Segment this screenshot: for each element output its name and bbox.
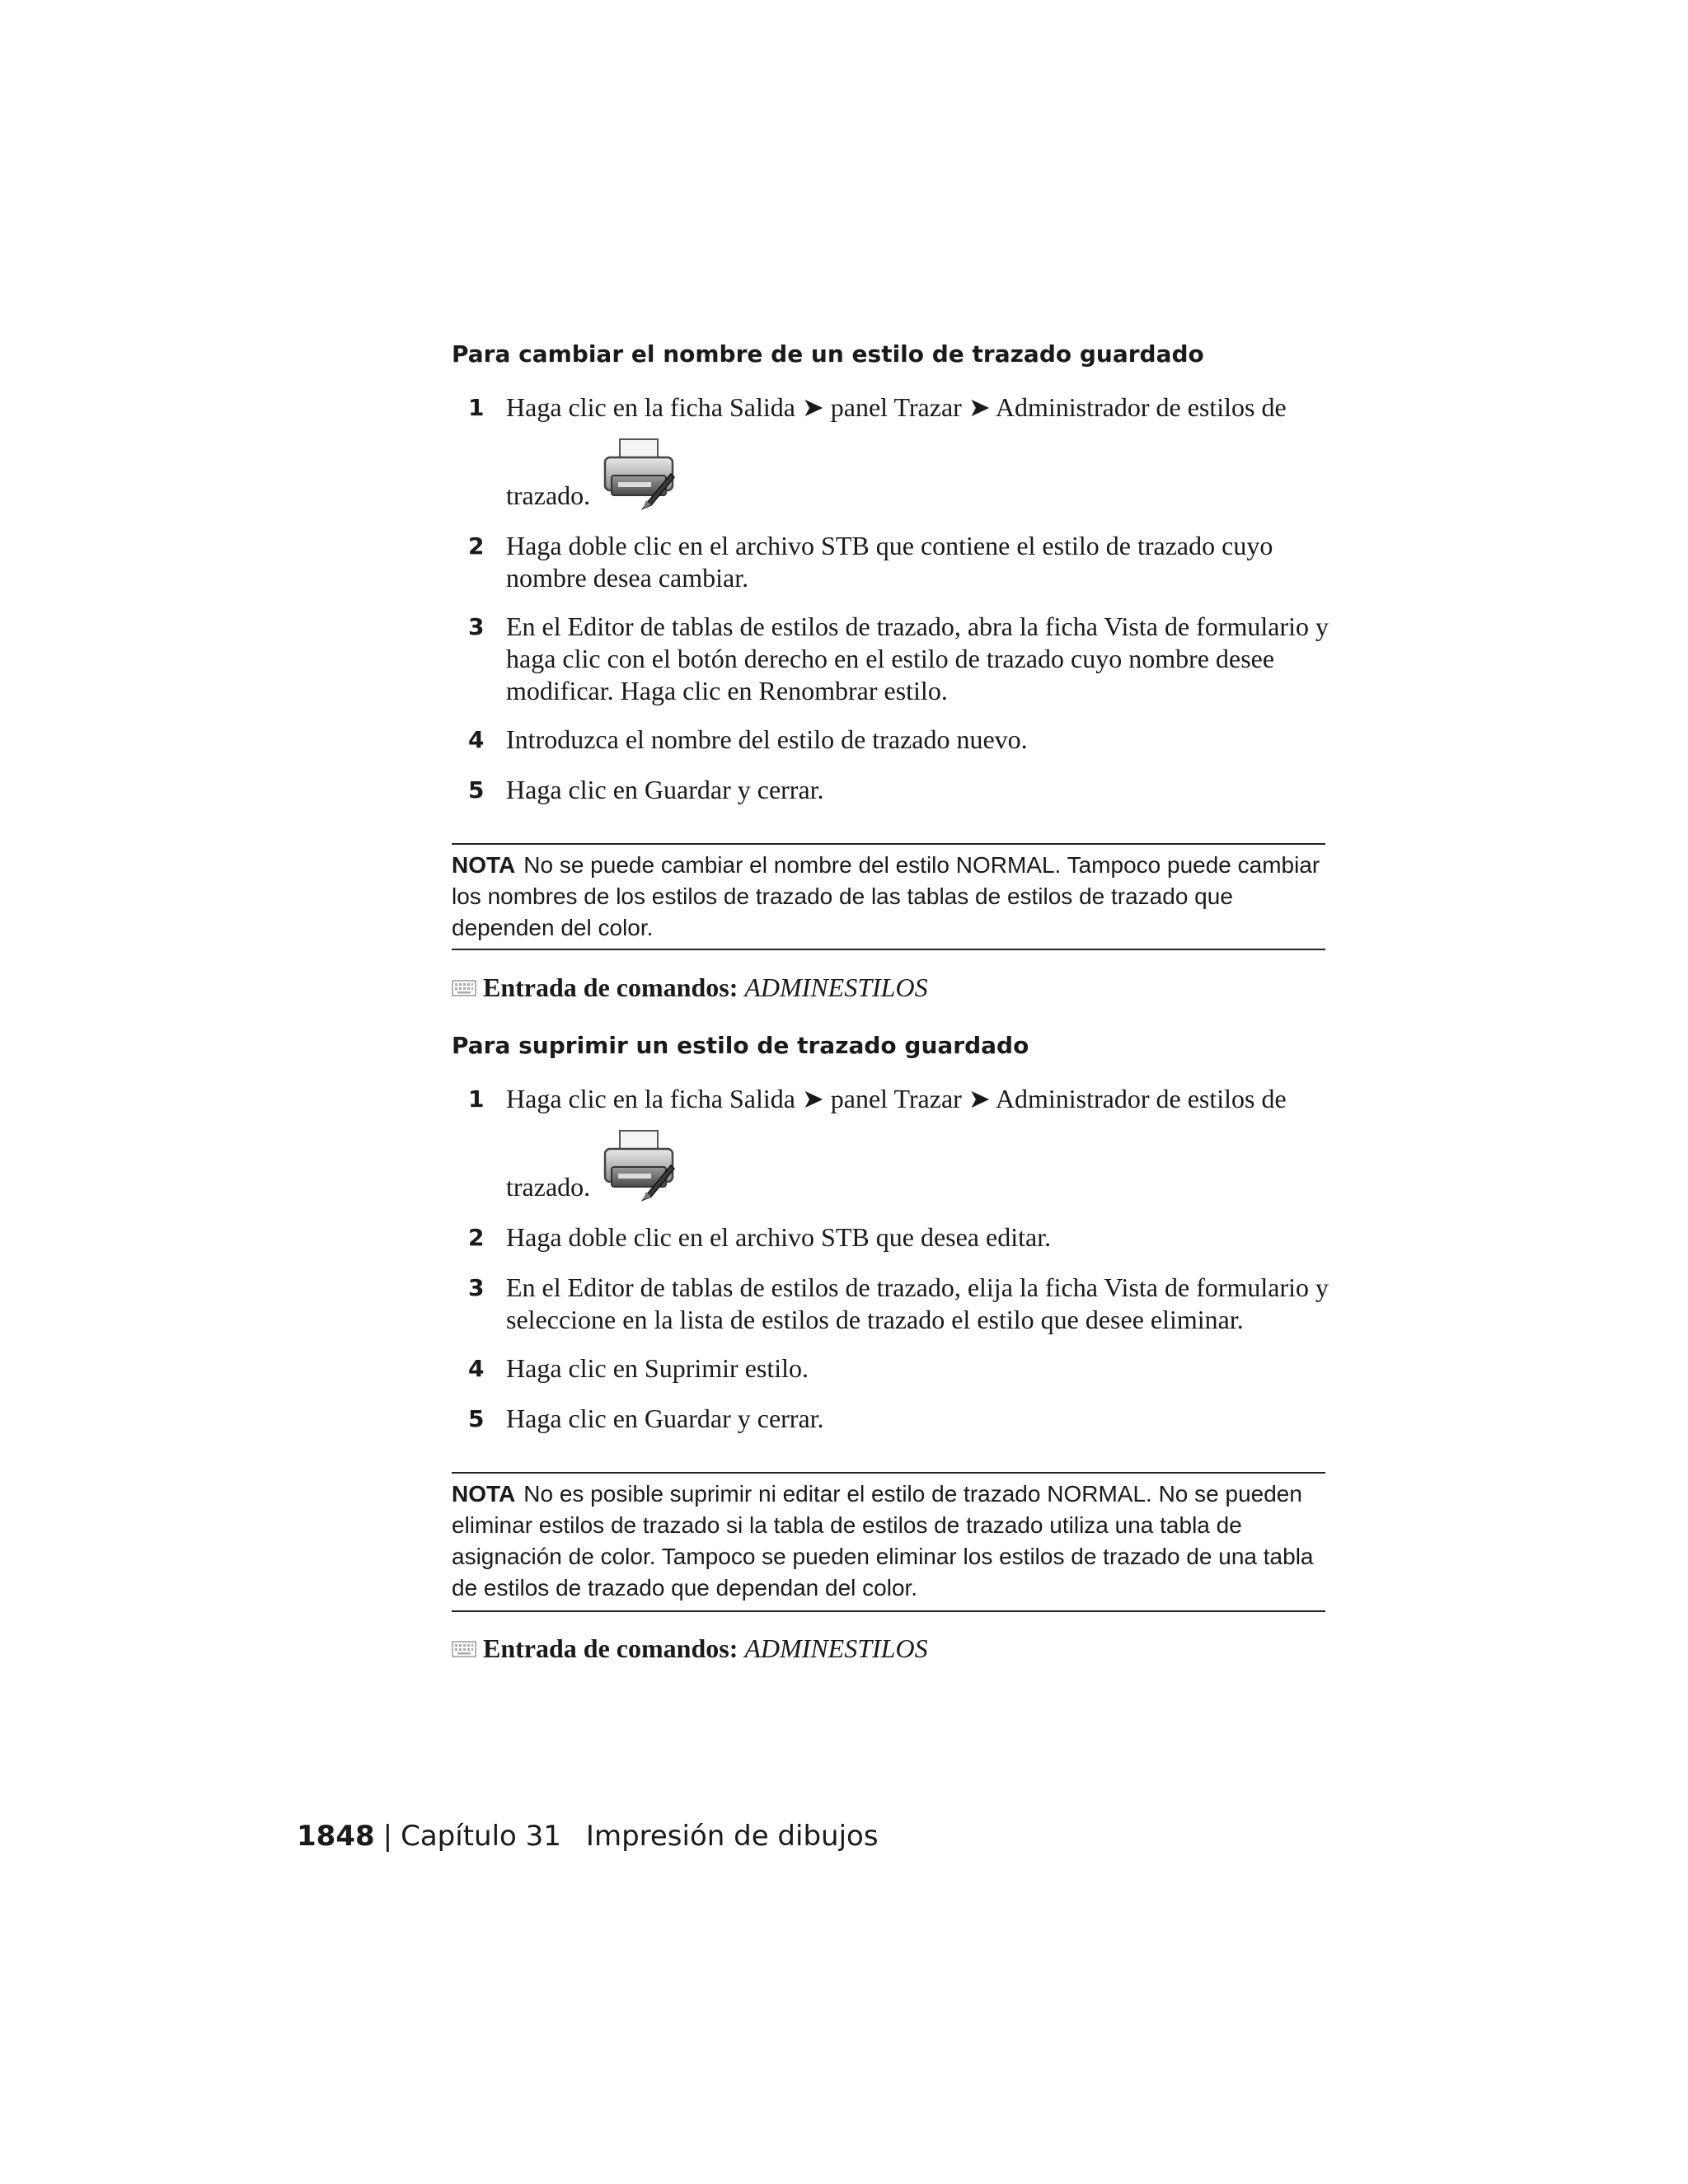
step-1 [452, 391, 1325, 515]
step-4 [452, 1352, 1325, 1385]
step-number: 5 [468, 1405, 485, 1432]
step-number: 1 [468, 1085, 485, 1113]
step-text-continued: trazado. [506, 1172, 591, 1202]
step-text: Haga clic en la ficha Salida ➤ panel Trazar ➤ Administrador de estilos de [506, 392, 1287, 422]
step-number: 3 [468, 1274, 485, 1301]
step-5 [452, 1403, 1325, 1436]
step-4 [452, 724, 1325, 757]
command-label: Entrada de comandos: [483, 972, 738, 1002]
step-number: 4 [468, 726, 485, 753]
step-text: En el Editor de tablas de estilos de trazado, elija la ficha Vista de formulario y seleccione en la lista de estilos de trazado el estilo que desee eliminar. [506, 1272, 1329, 1334]
keyboard-icon [452, 1640, 476, 1658]
page-footer [297, 1818, 879, 1854]
step-number: 2 [468, 532, 485, 560]
step-number: 2 [468, 1224, 485, 1251]
command-label: Entrada de comandos: [483, 1633, 738, 1663]
step-number: 5 [468, 776, 485, 804]
step-text: Haga clic en la ficha Salida ➤ panel Trazar ➤ Administrador de estilos de [506, 1084, 1287, 1113]
command-entry [452, 971, 928, 1004]
keyboard-icon [452, 979, 476, 997]
step-text: Haga clic en Suprimir estilo. [506, 1353, 809, 1383]
step-text-continued: trazado. [506, 480, 591, 510]
step-number: 1 [468, 394, 485, 421]
note-text: No se puede cambiar el nombre del estilo NORMAL. Tampoco puede cambiar los nombres de los estilos de trazado de las tablas de estilos de trazado que dependen del color. [452, 852, 1320, 940]
step-3 [452, 1272, 1329, 1338]
step-text: Haga doble clic en el archivo STB que desea editar. [506, 1222, 1052, 1252]
step-1 [452, 1083, 1325, 1207]
section-heading-rename: Para cambiar el nombre de un estilo de trazado guardado [452, 340, 1204, 368]
command-value: ADMINESTILOS [744, 1633, 928, 1663]
step-text: Introduzca el nombre del estilo de trazado nuevo. [506, 724, 1028, 754]
step-number: 3 [468, 613, 485, 640]
command-value: ADMINESTILOS [744, 972, 928, 1002]
step-text: Haga clic en Guardar y cerrar. [506, 775, 824, 804]
plot-style-manager-icon[interactable] [600, 1126, 679, 1205]
note-box [452, 843, 1325, 950]
step-text: Haga doble clic en el archivo STB que contiene el estilo de trazado cuyo nombre desea cambiar. [506, 531, 1273, 593]
command-entry [452, 1632, 928, 1665]
page-number: 1848 [297, 1820, 375, 1853]
step-number: 4 [468, 1355, 485, 1382]
note-label: NOTA [452, 1481, 516, 1507]
step-5 [452, 774, 1325, 807]
note-box [452, 1472, 1325, 1612]
step-3 [452, 611, 1329, 710]
step-2 [452, 1221, 1325, 1254]
chapter-title: Impresión de dibujos [585, 1820, 879, 1853]
note-label: NOTA [452, 852, 516, 878]
step-2 [452, 530, 1325, 596]
plot-style-manager-icon[interactable] [600, 434, 679, 513]
section-heading-delete: Para suprimir un estilo de trazado guardado [452, 1032, 1029, 1059]
step-text: Haga clic en Guardar y cerrar. [506, 1404, 824, 1433]
chapter-number: Capítulo 31 [401, 1820, 561, 1853]
footer-separator: | [382, 1820, 393, 1853]
step-text: En el Editor de tablas de estilos de trazado, abra la ficha Vista de formulario y haga clic con el botón derecho en el estilo de trazado cuyo nombre desee modificar. Haga clic en Renombrar estilo. [506, 612, 1329, 705]
note-text: No es posible suprimir ni editar el estilo de trazado NORMAL. No se pueden eliminar estilos de trazado si la tabla de estilos de trazado utiliza una tabla de asignación de color. Tampoco se pueden eliminar los estilos de trazado de una tabla de estilos de trazado que dependan del color. [452, 1481, 1314, 1601]
